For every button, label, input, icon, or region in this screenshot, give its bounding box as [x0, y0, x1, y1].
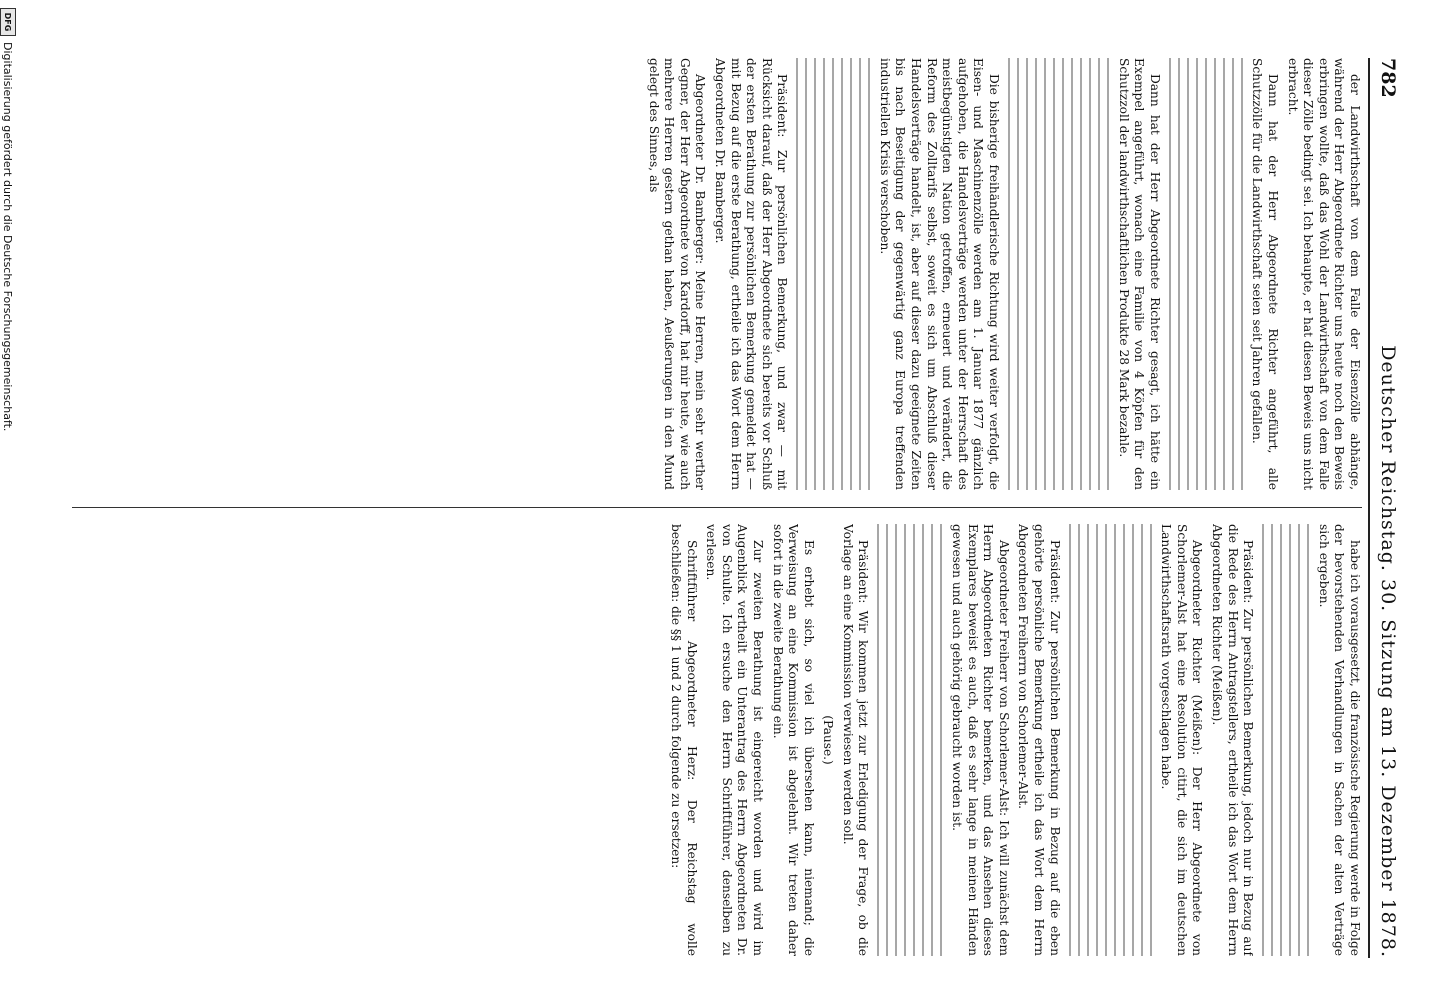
- digitization-credit: [0, 8, 16, 431]
- page-number: 782: [1377, 58, 1399, 98]
- newspaper-page: [16, 58, 1406, 958]
- credit-text: Digitalisierung gefördert durch die Deutsche Forschungsgemeinschaft.: [1, 42, 15, 432]
- paragraph: Schriftführer Abgeordneter Herz: Der Reichstag wolle beschließen: die §§ 1 und 2 durch folgende zu ersetzen:: [668, 524, 699, 956]
- paragraph: Präsident: Zur persönlichen Bemerkung, und zwar — mit Rücksicht darauf, daß der Herr Abgeordnete sich bereits vor Schluß der ersten Berathung zur persönlichen Bemerkung gemeldet hat — mit Bezug auf die erste Berathung, ertheile ich das Wort dem Herrn Abgeordneten Dr. Bamberger.: [712, 58, 790, 490]
- column-rule: [72, 507, 1362, 508]
- paragraph: Dann hat der Herr Abgeordnete Richter gesagt, ich hätte ein Exempel angeführt, wonach eine Familie von 4 Köpfen für den Schutzzoll der landwirthschaftlichen Produkte 28 Mark bezahle.: [1116, 58, 1162, 490]
- paragraph: Dann hat der Herr Abgeordnete Richter angeführt, alle Schutzzölle für die Landwirthschaft seien seit Jahren gefallen.: [1250, 58, 1281, 490]
- paragraph: Abgeordneter Dr. Bamberger: Meine Herren, mein sehr werther Gegner, der Herr Abgeordnete von Kardorff, hat mir heute, wie auch mehrere Herren gestern gethan haben, Aeußerungen in den Mund gelegt des Sinnes, als: [646, 58, 708, 490]
- right-column: [72, 524, 1362, 956]
- text-lines: [1262, 524, 1309, 956]
- page-title: Deutscher Reichstag. 30. Sitzung am 13. Dezember 1878.: [1377, 345, 1399, 958]
- paragraph: Abgeordneter Freiherr von Schorlemer-Alst: Ich will zunächst dem Herrn Abgeordneten Richter bemerken, und das Ansehen dieses Exemplares beweist es auch, daß es sehr lange in meinen Händen gewesen und auch gehörig gebraucht worden ist.: [950, 524, 1011, 956]
- dfg-logo: DFG: [0, 8, 16, 36]
- paragraph: Abgeordneter Richter (Meißen): Der Herr Abgeordnete von Schorlemer-Alst hat eine Resolution citirt, die sich im deutschen Landwirthschaftsrath vorgeschlagen habe.: [1159, 524, 1205, 956]
- text-lines: [878, 524, 943, 956]
- text-lines: [1069, 524, 1152, 956]
- text-lines: [1008, 58, 1109, 490]
- paragraph: Präsident: Wir kommen jetzt zur Erledigung der Frage, ob die Vorlage an eine Kommission verwiesen werden soll.: [840, 524, 871, 956]
- paragraph: (Pause.): [821, 715, 836, 765]
- paragraph: der Landwirthschaft von dem Falle der Eisenzölle abhänge, während der Herr Abgeordnete Richter uns heute noch den Beweis erbringen wollte, daß das Wohl der Landwirthschaft von dem Falle dieser Zölle bedingt sei. Ich behaupte, er hat diesen Beweis uns nicht erbracht.: [1285, 58, 1362, 490]
- paragraph: Präsident: Zur persönlichen Bemerkung in Bezug auf die eben gehörte persönliche Bemerkung ertheile ich das Wort dem Herrn Abgeordneten Freiherrn von Schorlemer-Alst.: [1016, 524, 1062, 956]
- paragraph: Zur zweiten Berathung ist eingereicht worden und wird im Augenblick vertheilt ein Unterantrag des Herrn Abgeordneten Dr. von Schulte. Ich ersuche den Herrn Schriftführer, denselben zu verlesen.: [704, 524, 765, 956]
- paragraph: Präsident: Zur persönlichen Bemerkung, jedoch nur in Bezug auf die Rede des Herrn Antragstellers, ertheile ich das Wort dem Herrn Abgeordneten Richter (Meißen).: [1210, 524, 1256, 956]
- text-lines: [1169, 58, 1243, 490]
- page-header: [1368, 58, 1406, 958]
- left-column: [72, 58, 1362, 490]
- text-lines: [796, 58, 870, 490]
- paragraph: habe ich vorausgesetzt, die französische Regierung werde in Folge der bevorstehenden Verhandlungen in Sachen der alten Verträge sich ergeben.: [1316, 524, 1362, 956]
- paragraph: Die bisherige freihändlerische Richtung wird weiter verfolgt, die Eisen- und Maschinenzölle werden am 1. Januar 1877 gänzlich aufgehoben, die Handelsverträge werden unter der Herrschaft des meistbegünstigten Nation getroffen, erneuert und verändert, die Reform des Zolltarifs selbst, soweit es sich um Abschluß dieser Handelsverträge handelt, ist, aber auf dieser dazu geeignete Zeiten bis nach Beseitigung der gegenwärtig ganz Europa treffenden industriellen Krisis verschoben.: [877, 58, 1002, 490]
- paragraph: Es erhebt sich, so viel ich übersehen kann, niemand; die Verweisung an eine Kommission ist abgelehnt. Wir treten daher sofort in die zweite Berathung ein.: [770, 524, 816, 956]
